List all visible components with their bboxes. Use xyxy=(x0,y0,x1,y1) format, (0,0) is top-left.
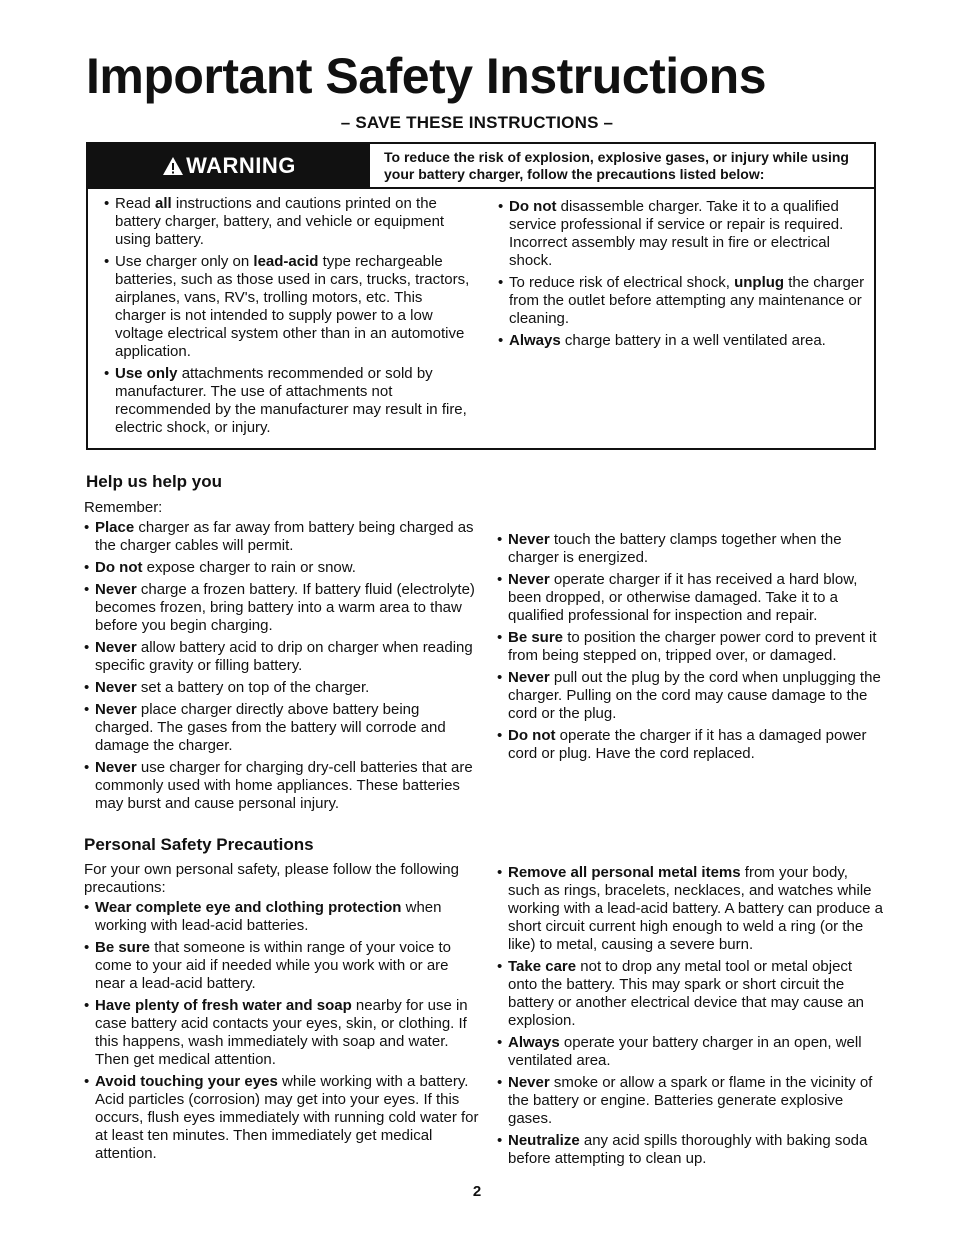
list-item xyxy=(498,198,868,270)
list-item xyxy=(84,679,480,697)
list-item xyxy=(497,958,883,1030)
item-emphasis: Never xyxy=(508,531,550,548)
warning-left-list xyxy=(104,195,474,437)
item-emphasis: Be sure xyxy=(508,629,564,646)
item-emphasis: Always xyxy=(508,1034,560,1051)
item-text: attachments recommended or sold by manufacturer. The use of attachments not recommended by the manufacturer may result in fire, electric shock, or injury. xyxy=(115,365,467,436)
item-text: operate your battery charger in an open, well ventilated area. xyxy=(508,1034,862,1069)
list-item xyxy=(104,365,474,437)
item-emphasis: Take care xyxy=(508,958,577,975)
item-emphasis: all xyxy=(155,195,172,212)
list-item xyxy=(497,1034,883,1070)
personal-right-column xyxy=(497,864,883,1172)
item-text: pull out the plug by the cord when unplugging the charger. Pulling on the cord may cause damage to the cord or the plug. xyxy=(508,669,881,722)
item-text: set a battery on top of the charger. xyxy=(136,679,370,696)
warning-right-list xyxy=(498,198,868,350)
item-emphasis: Never xyxy=(95,639,137,656)
item-emphasis: Do not xyxy=(508,727,556,744)
item-emphasis: unplug xyxy=(734,274,785,291)
item-emphasis: Never xyxy=(508,669,550,686)
list-item xyxy=(84,559,480,577)
list-item xyxy=(497,727,881,763)
list-item xyxy=(497,571,881,625)
item-text: from your body, such as rings, bracelets, necklaces, and watches while working with a lead-acid battery. A battery can produce a short circuit current high enough to weld a ring (or the like) to metal, causing a severe burn. xyxy=(508,864,883,953)
list-item xyxy=(84,519,480,555)
item-text: type rechargeable batteries, such as those used in cars, trucks, tractors, airplanes, vans, RV's, trolling motors, etc. This charger is not intended to supply power to a low voltage electrical system other than in an automotive application. xyxy=(115,253,470,360)
item-emphasis: Neutralize xyxy=(508,1132,580,1149)
personal-safety-heading: Personal Safety Precautions xyxy=(84,835,314,854)
item-emphasis: Do not xyxy=(509,198,557,215)
item-emphasis: Never xyxy=(95,759,137,776)
help-intro: Remember: xyxy=(84,499,163,516)
personal-left-column xyxy=(84,861,480,1167)
item-text: Read xyxy=(115,195,156,212)
item-emphasis: Never xyxy=(95,701,137,718)
item-text: expose charger to rain or snow. xyxy=(142,559,356,576)
warning-label xyxy=(88,144,370,187)
item-text: while working with a battery. Acid particles (corrosion) may get into your eyes. If this occurs, flush eyes immediately with running cold water for at least ten minutes. Then immediately get medical attention. xyxy=(95,1073,479,1162)
item-emphasis: lead-acid xyxy=(253,253,319,270)
item-text: nearby for use in case battery acid contacts your eyes, skin, or clothing. If this happens, wash immediately with soap and water. Then get medical attention. xyxy=(95,997,468,1068)
item-emphasis: Never xyxy=(508,1074,550,1091)
item-text: when working with lead-acid batteries. xyxy=(95,899,442,934)
item-text: instructions and cautions printed on the battery charger, battery, and vehicle or equipment using battery. xyxy=(115,195,445,248)
personal-intro: For your own personal safety, please follow the following precautions: xyxy=(84,861,459,896)
item-emphasis: Never xyxy=(95,581,137,598)
warning-box xyxy=(86,142,876,450)
item-text: To reduce risk of electrical shock, xyxy=(509,274,735,291)
item-emphasis: Never xyxy=(95,679,137,696)
item-text: place charger directly above battery being charged. The gases from the battery will corrode and damage the charger. xyxy=(95,701,446,754)
item-text: to position the charger power cord to prevent it from being stepped on, tripped over, or damaged. xyxy=(508,629,877,664)
item-text: charger as far away from battery being charged as the charger cables will permit. xyxy=(95,519,474,554)
item-emphasis: Remove all personal metal items xyxy=(508,864,741,881)
list-item xyxy=(104,195,474,249)
item-emphasis: Have plenty of fresh water and soap xyxy=(95,997,352,1014)
page-subtitle: – SAVE THESE INSTRUCTIONS – xyxy=(340,113,614,132)
list-item xyxy=(84,899,480,935)
item-emphasis: Be sure xyxy=(95,939,151,956)
list-item xyxy=(498,274,868,328)
help-heading: Help us help you xyxy=(86,472,223,491)
item-text: disassemble charger. Take it to a qualified service professional if service or repair is required. Incorrect assembly may result in fire or electrical shock. xyxy=(509,198,844,269)
list-item xyxy=(84,581,480,635)
item-text: use charger for charging dry-cell batteries that are commonly used with home appliances. These batteries may burst and cause personal injury. xyxy=(95,759,473,812)
item-text: any acid spills thoroughly with baking soda before attempting to clean up. xyxy=(508,1132,868,1167)
item-text: the charger from the outlet before attempting any maintenance or cleaning. xyxy=(509,274,865,327)
list-item xyxy=(84,1073,480,1163)
item-text: charge battery in a well ventilated area. xyxy=(560,332,826,349)
list-item xyxy=(497,629,881,665)
list-item xyxy=(84,997,480,1069)
item-text: smoke or allow a spark or flame in the vicinity of the battery or engine. Batteries generate explosive gases. xyxy=(508,1074,873,1127)
item-emphasis: Do not xyxy=(95,559,143,576)
warning-triangle-icon xyxy=(162,156,184,176)
list-item xyxy=(497,531,881,567)
warning-right-column xyxy=(498,198,868,354)
list-item xyxy=(497,864,883,954)
list-item xyxy=(84,639,480,675)
help-right-list xyxy=(497,531,881,763)
item-text: not to drop any metal tool or metal object onto the battery. This may spark or short circuit the battery or another electrical device that may cause an explosion. xyxy=(508,958,865,1029)
item-emphasis: Avoid touching your eyes xyxy=(95,1073,278,1090)
list-item xyxy=(497,1074,883,1128)
list-item xyxy=(497,669,881,723)
list-item xyxy=(84,759,480,813)
page-number: 2 xyxy=(472,1183,482,1200)
item-emphasis: Always xyxy=(509,332,561,349)
list-item xyxy=(84,939,480,993)
item-emphasis: Wear complete eye and clothing protection xyxy=(95,899,402,916)
item-text: charge a frozen battery. If battery fluid (electrolyte) becomes frozen, bring battery into a warm area to thaw before you begin charging. xyxy=(95,581,475,634)
item-emphasis: Use only xyxy=(115,365,178,382)
warning-label-text: WARNING xyxy=(186,152,296,178)
list-item xyxy=(497,1132,883,1168)
item-emphasis: Place xyxy=(95,519,135,536)
warning-header xyxy=(88,144,874,189)
item-emphasis: Never xyxy=(508,571,550,588)
item-text: Use charger only on xyxy=(115,253,254,270)
item-text: operate the charger if it has a damaged power cord or plug. Have the cord replaced. xyxy=(508,727,867,762)
item-text: that someone is within range of your voice to come to your aid if needed while you work with or are near a lead-acid battery. xyxy=(95,939,452,992)
personal-left-list xyxy=(84,899,480,1163)
item-text: allow battery acid to drip on charger when reading specific gravity or filling battery. xyxy=(95,639,473,674)
warning-lead-text: To reduce the risk of explosion, explosive gases, or injury while using your battery charger, follow the precautions listed below: xyxy=(384,149,849,182)
help-left-column xyxy=(84,499,480,817)
item-text: operate charger if it has received a hard blow, been dropped, or otherwise damaged. Take it to a qualified professional for inspection and repair. xyxy=(508,571,858,624)
list-item xyxy=(104,253,474,361)
item-text: touch the battery clamps together when the charger is energized. xyxy=(508,531,842,566)
help-right-column xyxy=(497,531,881,767)
list-item xyxy=(498,332,868,350)
help-left-list xyxy=(84,519,480,813)
personal-right-list xyxy=(497,864,883,1168)
list-item xyxy=(84,701,480,755)
page-title: Important Safety Instructions xyxy=(86,48,767,104)
warning-left-column xyxy=(104,195,474,441)
